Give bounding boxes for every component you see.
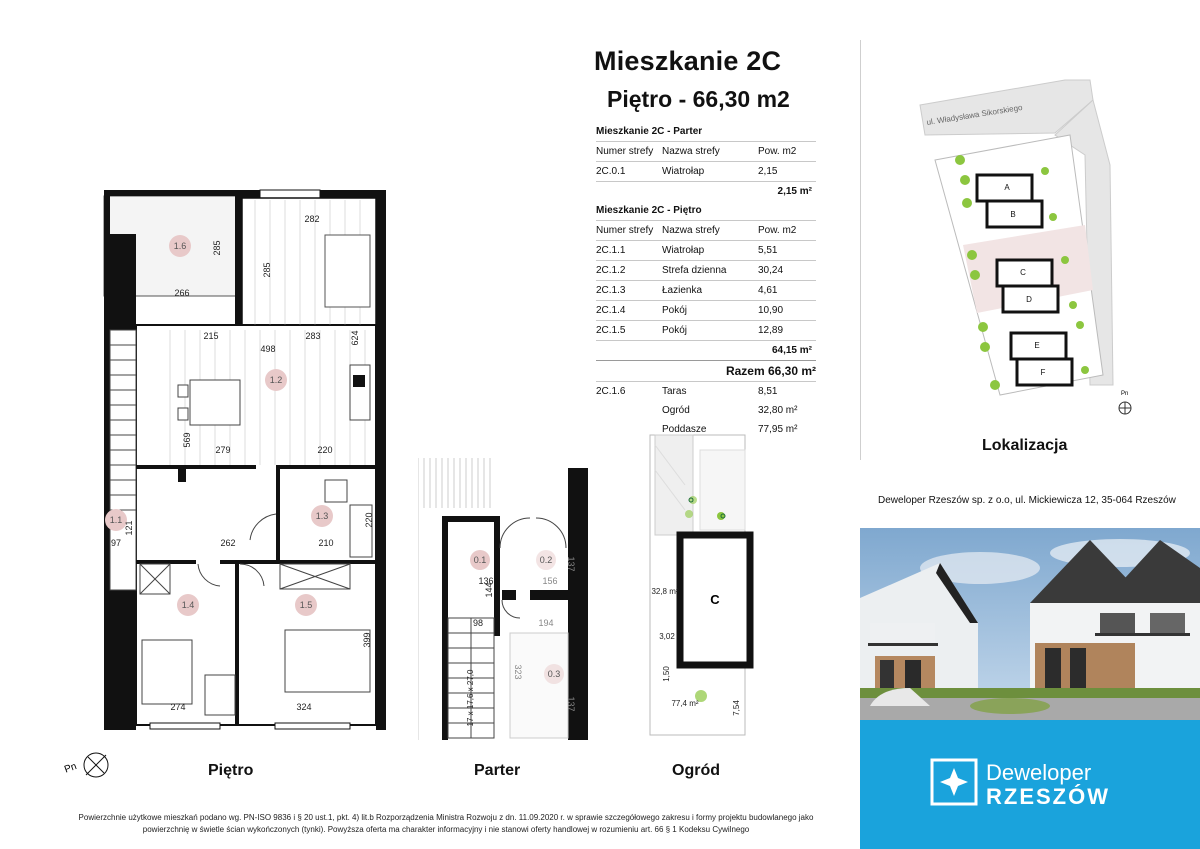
cell-number: 2C.1.1 (596, 245, 626, 256)
table-row (596, 161, 816, 181)
cell-name: Wiatrołap (662, 245, 705, 256)
dimension-label: 266 (174, 288, 190, 298)
table-row (596, 240, 816, 260)
dimension-label: 98 (472, 618, 484, 628)
table-row (596, 260, 816, 280)
col-header-name: Nazwa strefy (662, 146, 720, 157)
unit-label: A (1004, 183, 1010, 192)
dimension-label: 262 (220, 538, 236, 548)
dimension-label: 144 (484, 582, 494, 598)
dimension-label: 498 (260, 344, 276, 354)
dimension-label: 1,50 (662, 666, 671, 682)
unit-label: F (1040, 368, 1046, 377)
table-row (596, 280, 816, 300)
dimension-label: 279 (215, 445, 231, 455)
dimension-label: 323 (513, 664, 523, 680)
dimension-label: 17 x 17,6 x 27,0 (466, 669, 475, 727)
cell-number: 2C.1.3 (596, 285, 626, 296)
cell-number: 2C.1.2 (596, 265, 626, 276)
north-label: Pn (1121, 391, 1129, 397)
unit-label: E (1034, 341, 1040, 350)
brand-line2: RZESZÓW (986, 784, 1110, 809)
cell-number: 2C.1.4 (596, 305, 626, 316)
cell-number: 2C.1.6 (596, 386, 626, 397)
dimension-label: 137 (566, 556, 576, 572)
dimension-label: 121 (124, 520, 134, 536)
cell-area: 8,51 (758, 386, 778, 397)
col-header-area: Pow. m2 (758, 146, 797, 157)
floor-plan-ogrod (645, 430, 755, 742)
dimension-label: 285 (262, 262, 272, 278)
room-label: 0.3 (547, 669, 561, 679)
cell-area: 12,89 (758, 325, 784, 336)
table-row (596, 320, 816, 340)
room-label: 1.3 (315, 511, 329, 521)
table-row (596, 381, 816, 401)
table-header-row (596, 220, 816, 240)
cell-number: 2C.1.5 (596, 325, 626, 336)
dimension-label: 274 (170, 702, 186, 712)
table-header-row (596, 141, 816, 161)
dimension-label: 77,4 m² (671, 699, 699, 708)
dimension-label: 624 (350, 330, 360, 346)
cell-area: 32,80 m² (758, 405, 798, 416)
table-row (596, 401, 816, 420)
cell-area: 4,61 (758, 285, 778, 296)
section-pietro-heading: Mieszkanie 2C - Piętro (596, 205, 702, 216)
page-subtitle: Piętro - 66,30 m2 (607, 86, 790, 112)
label-pietro: Piętro (208, 762, 254, 779)
footnote-line1: Powierzchnie użytkowe mieszkań podano wg. PN-ISO 9836 i § 20 ust.1, pkt. 4) lit.b Rozporządzenia Ministra Rozwoju z dn. 11.09.2020 r. w sprawie szczegółowego zakresu i formy projektu budowlanego jako (78, 813, 814, 822)
label-ogrod: Ogród (672, 762, 720, 779)
dimension-label: 210 (318, 538, 334, 548)
floor-plan-pietro (80, 180, 400, 740)
cell-name: Pokój (662, 325, 688, 336)
unit-label: D (1026, 295, 1032, 304)
footnote (46, 812, 846, 836)
cell-area: 77,95 m² (758, 424, 798, 435)
cell-area: 30,24 (758, 265, 784, 276)
cell-name: Poddasze (662, 424, 707, 435)
cell-area: 5,51 (758, 245, 778, 256)
col-header-number: Numer strefy (596, 225, 654, 236)
page-title: Mieszkanie 2C (594, 46, 782, 76)
area-table (596, 122, 816, 439)
cell-area: 10,90 (758, 305, 784, 316)
developer-banner (860, 720, 1200, 849)
brand-line1: Deweloper (986, 760, 1092, 785)
dimension-label: 32,8 m² (651, 587, 679, 596)
cell-name: Wiatrołap (662, 166, 705, 177)
dimension-label: 283 (305, 331, 321, 341)
site-map (915, 75, 1195, 415)
dimension-label: 569 (182, 432, 192, 448)
dimension-label: 136 (478, 576, 494, 586)
unit-label: B (1010, 210, 1016, 219)
col-header-area: Pow. m2 (758, 225, 797, 236)
dimension-label: 156 (542, 576, 558, 586)
dimension-label: 97 (110, 538, 122, 548)
dimension-label: 285 (212, 240, 222, 256)
developer-logo-icon (930, 758, 978, 806)
footnote-line2: powierzchnię w świetle ścian wykończonych (tynki). Powyższa oferta ma charakter informacyjny i nie stanowi oferty handlowej w rozumieniu art. 66 § 1 Kodeksu Cywilnego (142, 825, 750, 834)
dimension-label: 220 (364, 512, 374, 528)
room-label: 0.2 (539, 555, 553, 565)
unit-label: C (710, 592, 720, 607)
dimension-label: 324 (296, 702, 312, 712)
north-label: Pn (62, 761, 79, 776)
room-label: 1.5 (299, 600, 313, 610)
cell-name: Strefa dzienna (662, 265, 727, 276)
label-parter: Parter (474, 762, 521, 779)
unit-label: C (1020, 268, 1026, 277)
label-lokalizacja: Lokalizacja (982, 437, 1068, 454)
dimension-label: 220 (317, 445, 333, 455)
dimension-label: 194 (538, 618, 554, 628)
cell-name: Łazienka (662, 285, 703, 296)
room-label: 1.2 (269, 375, 283, 385)
dimension-label: 282 (304, 214, 320, 224)
room-label: 1.4 (181, 600, 195, 610)
col-header-number: Numer strefy (596, 146, 654, 157)
cell-name: Ogród (662, 405, 690, 416)
col-header-name: Nazwa strefy (662, 225, 720, 236)
cell-number: 2C.0.1 (596, 166, 626, 177)
street-label: ul. Władysława Sikorskiego (925, 102, 1024, 127)
cell-number (596, 401, 662, 420)
dimension-label: 7,54 (732, 700, 741, 716)
north-arrow-icon (60, 745, 120, 785)
cell-name: Pokój (662, 305, 688, 316)
building-photo (860, 528, 1200, 720)
developer-address: Deweloper Rzeszów sp. z o.o, ul. Mickiewicza 12, 35-064 Rzeszów (878, 495, 1176, 506)
dimension-label: 137 (566, 696, 576, 712)
cell-name: Taras (662, 386, 687, 397)
total-area: Razem 66,30 m² (596, 360, 816, 381)
section-parter-heading: Mieszkanie 2C - Parter (596, 126, 703, 137)
dimension-label: 3,02 (659, 632, 675, 641)
table-row (596, 300, 816, 320)
floor-plan-parter (418, 458, 590, 740)
parter-sum: 2,15 m² (596, 181, 816, 201)
dimension-label: 215 (203, 331, 219, 341)
pietro-sum: 64,15 m² (596, 340, 816, 360)
room-label: 1.6 (173, 241, 187, 251)
room-label: 0.1 (473, 555, 487, 565)
dimension-label: 399 (362, 632, 372, 648)
cell-area: 2,15 (758, 166, 778, 177)
divider (860, 40, 861, 460)
room-label: 1.1 (109, 515, 123, 525)
